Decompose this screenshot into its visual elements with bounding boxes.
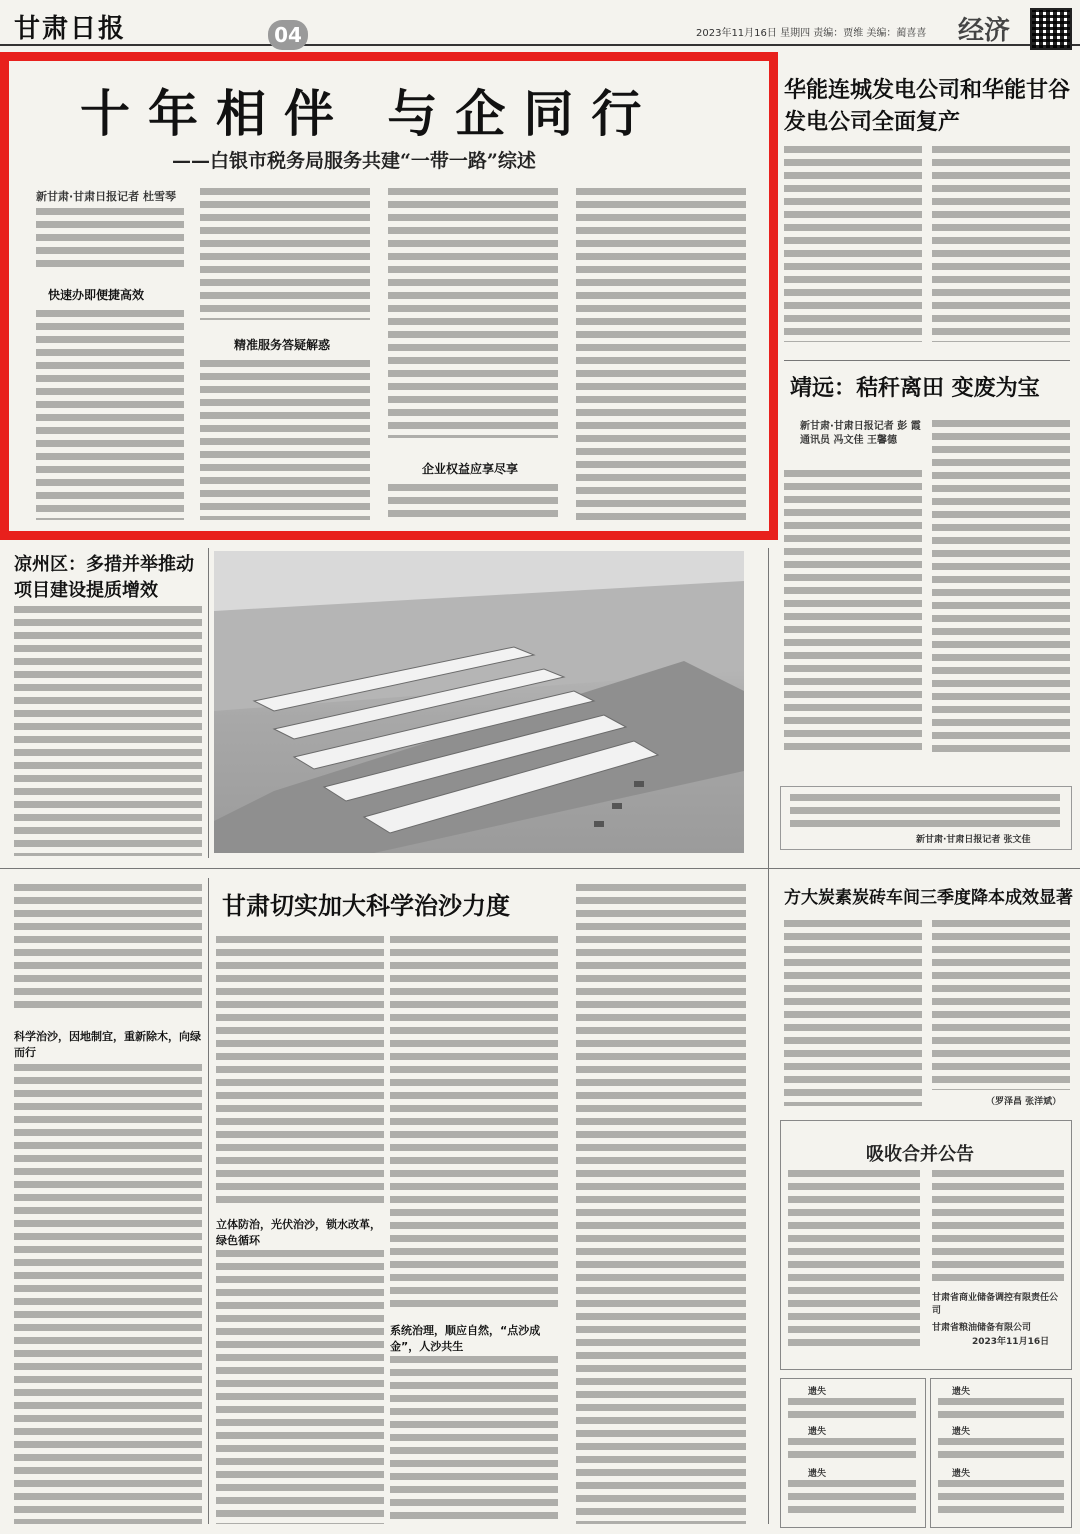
lead-text-col4 [576,188,746,520]
right-mid-headline: 靖远：秸秆离田 变废为宝 [790,375,1040,401]
center-text-col1b [216,1250,384,1524]
lead-subtitle-3: 企业权益应享尽享 [422,462,519,476]
right-lower-text-col1 [784,920,922,1106]
center-text-col1a [216,936,384,1204]
sand-subtitle-1: 科学治沙，因地制宜，重新除木，向绿而行 [14,1030,201,1059]
right-mid-byline: 新甘肃·甘肃日报记者 彭 霞 通讯员 冯文佳 王馨德 [800,421,921,446]
right-lower-headline: 方大炭素炭砖车间三季度降本成效显著 [784,888,1073,908]
lost-notice-text [938,1438,1064,1460]
lost-notice-label: 遗失 [808,1387,827,1397]
lost-notice-text [788,1480,916,1518]
notice-company-b: 甘肃省粮油储备有限公司 [932,1323,1032,1333]
divider [0,868,1080,869]
divider [784,360,1070,361]
page-number-badge: 04 [268,20,308,50]
lead-text-col1b [36,310,184,520]
lost-notice-text [788,1398,916,1420]
lost-notice-label: 遗失 [808,1469,827,1479]
lead-text-col1a [36,208,184,272]
qr-code-icon [1030,8,1072,50]
masthead [0,0,1080,46]
notice-company-a: 甘肃省商业储备调控有限责任公司 [932,1293,1059,1316]
notice-title: 吸收合并公告 [866,1144,974,1165]
date-line: 2023年11月16日 星期四 责编：贾维 美编：蔺喜喜 [696,28,927,39]
center-text-col3 [576,884,746,1524]
section-label: 经济 [958,16,1011,46]
lead-text-col3a [388,188,558,438]
right-top-text-col1 [784,146,922,342]
lead-text-col2b [200,360,370,520]
notice-text-col2 [932,1170,1064,1282]
right-top-headline: 华能连城发电公司和华能甘谷发电公司全面复产 [784,77,1071,135]
notice-date: 2023年11月16日 [972,1337,1050,1347]
sand-subtitle-3: 系统治理，顺应自然，“点沙成金”，人沙共生 [390,1324,541,1353]
column-rule [208,548,209,858]
lead-byline: 新甘肃·甘肃日报记者 杜雪琴 [36,190,177,203]
center-text-col2b [390,1356,558,1524]
lead-headline: 十年相伴 与企同行 [80,84,660,143]
right-lower-text-col2 [932,920,1070,1090]
notice-text-col1 [788,1170,920,1346]
left-lower-text-a [14,884,202,1014]
photo-caption-text [790,794,1060,828]
lost-notice-text [788,1438,916,1460]
right-top-text-col2 [932,146,1070,342]
lead-subtitle-2: 精准服务答疑解惑 [234,338,331,352]
lead-subheadline: ——白银市税务局服务共建“一带一路”综述 [172,150,536,172]
right-lower-byline: （罗泽昌 张洋斌） [986,1097,1062,1107]
lost-notice-label: 遗失 [808,1427,827,1437]
left-mid-headline: 凉州区：多措并举推动项目建设提质增效 [14,554,194,601]
lead-text-col2a [200,188,370,320]
column-rule [208,878,209,1524]
lost-notice-text [938,1480,1064,1518]
right-mid-text-col2 [932,420,1070,756]
newspaper-logo: 甘肃日报 [14,14,127,44]
left-lower-text-b [14,1064,202,1524]
center-text-col2a [390,936,558,1312]
lost-notice-label: 遗失 [952,1387,971,1397]
article-photo [214,551,744,853]
lead-text-col3b [388,484,558,520]
lost-notice-label: 遗失 [952,1427,971,1437]
sand-subtitle-2: 立体防治，光伏治沙，锁水改革，绿色循环 [216,1218,381,1247]
lead-subtitle-1: 快速办即便捷高效 [48,288,145,302]
left-mid-text [14,606,202,856]
column-rule [768,548,769,1524]
farm-buildings-image [214,551,744,853]
lost-notice-text [938,1398,1064,1420]
center-lower-headline: 甘肃切实加大科学治沙力度 [222,891,510,920]
photo-credit: 新甘肃·甘肃日报记者 张文佳 [916,835,1031,845]
right-mid-text-col1 [784,470,922,756]
lost-notice-label: 遗失 [952,1469,971,1479]
